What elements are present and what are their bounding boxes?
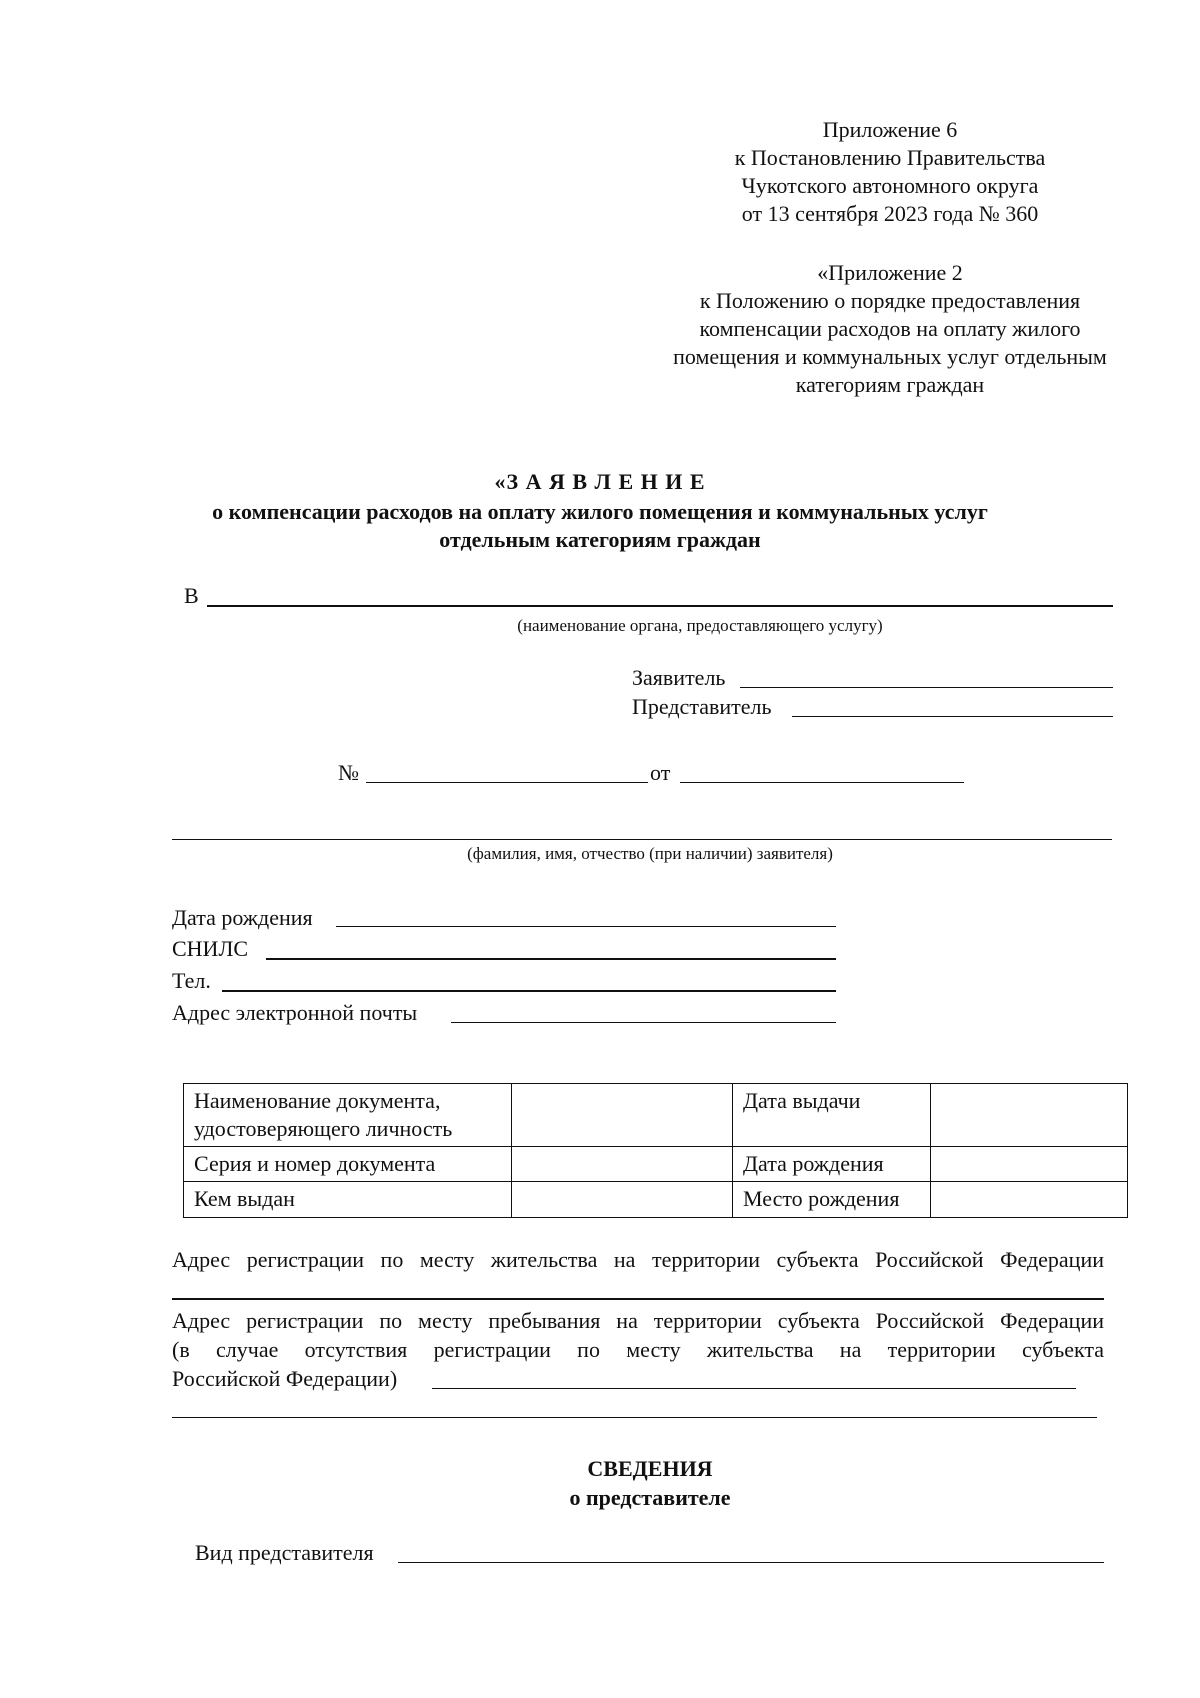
appendix-line-2: к Постановлению Правительства	[734, 145, 1046, 170]
representative-input-line[interactable]	[792, 716, 1113, 717]
title-sub-2: отдельным категориям граждан	[439, 527, 761, 552]
number-label: №	[338, 760, 359, 785]
regulation-line-5: категориям граждан	[795, 372, 985, 397]
table-cell: Кем выдан	[184, 1182, 512, 1217]
email-input-line[interactable]	[451, 1022, 836, 1023]
applicant-input-line[interactable]	[740, 687, 1113, 688]
table-cell-input[interactable]	[931, 1084, 1128, 1147]
regulation-line-3: компенсации расходов на оплату жилого	[699, 316, 1081, 341]
birth-date-input-line[interactable]	[336, 926, 836, 927]
snils-input-line[interactable]	[266, 958, 836, 960]
applicant-label: Заявитель	[632, 665, 726, 690]
table-cell-input[interactable]	[931, 1147, 1128, 1182]
stay-address-input-line-1[interactable]	[432, 1388, 1076, 1389]
stay-address-input-line-2[interactable]	[172, 1417, 1097, 1418]
table-cell-input[interactable]	[512, 1084, 733, 1147]
representative-kind-input-line[interactable]	[398, 1562, 1104, 1563]
regulation-line-4: помещения и коммунальных услуг отдельным	[673, 344, 1107, 369]
birth-date-label: Дата рождения	[172, 905, 313, 930]
stay-address-line-2: (в случае отсутствия регистрации по месту жительства на территории субъекта	[172, 1337, 1104, 1362]
table-cell: Место рождения	[733, 1182, 931, 1217]
representative-section-subtitle: о представителе	[569, 1485, 731, 1510]
regulation-line-1: «Приложение 2	[817, 260, 963, 285]
regulation-line-2: к Положению о порядке предоставления	[699, 288, 1081, 313]
number-input-line[interactable]	[366, 782, 648, 783]
snils-label: СНИЛС	[172, 936, 249, 961]
residence-address-label: Адрес регистрации по месту жительства на территории субъекта Российской Федерации	[172, 1247, 1104, 1272]
table-cell-input[interactable]	[512, 1147, 733, 1182]
table-cell-input[interactable]	[931, 1182, 1128, 1217]
stay-address-line-1: Адрес регистрации по месту пребывания на территории субъекта Российской Федерации	[172, 1308, 1104, 1333]
representative-section-title: СВЕДЕНИЯ	[587, 1456, 713, 1481]
authority-caption: (наименование органа, предоставляющего услугу)	[517, 616, 883, 635]
table-cell: Наименование документа, удостоверяющего личность	[184, 1084, 512, 1147]
phone-label: Тел.	[172, 968, 211, 993]
table-cell: Дата выдачи	[733, 1084, 931, 1147]
email-label: Адрес электронной почты	[172, 1000, 418, 1025]
fio-input-line[interactable]	[172, 839, 1112, 840]
date-from-label: от	[650, 760, 671, 785]
stay-address-line-3: Российской Федерации)	[172, 1366, 398, 1391]
table-row	[184, 1084, 1128, 1147]
table-row	[184, 1147, 1128, 1182]
authority-prefix: В	[184, 583, 199, 608]
residence-address-input-line[interactable]	[172, 1298, 1104, 1300]
table-cell: Серия и номер документа	[184, 1147, 512, 1182]
representative-label: Представитель	[632, 694, 772, 719]
date-from-input-line[interactable]	[680, 782, 964, 783]
table-row	[184, 1182, 1128, 1217]
title-sub-1: о компенсации расходов на оплату жилого помещения и коммунальных услуг	[212, 499, 988, 524]
fio-caption: (фамилия, имя, отчество (при наличии) заявителя)	[467, 844, 833, 863]
table-cell-input[interactable]	[512, 1182, 733, 1217]
phone-input-line[interactable]	[222, 990, 836, 992]
title-main: «З А Я В Л Е Н И Е	[494, 469, 706, 494]
representative-kind-label: Вид представителя	[195, 1540, 374, 1565]
authority-input-line[interactable]	[207, 605, 1113, 607]
table-cell: Дата рождения	[733, 1147, 931, 1182]
appendix-line-1: Приложение 6	[822, 117, 958, 142]
id-document-table	[183, 1083, 1128, 1218]
appendix-line-3: Чукотского автономного округа	[741, 173, 1039, 198]
appendix-line-4: от 13 сентября 2023 года № 360	[741, 201, 1039, 226]
